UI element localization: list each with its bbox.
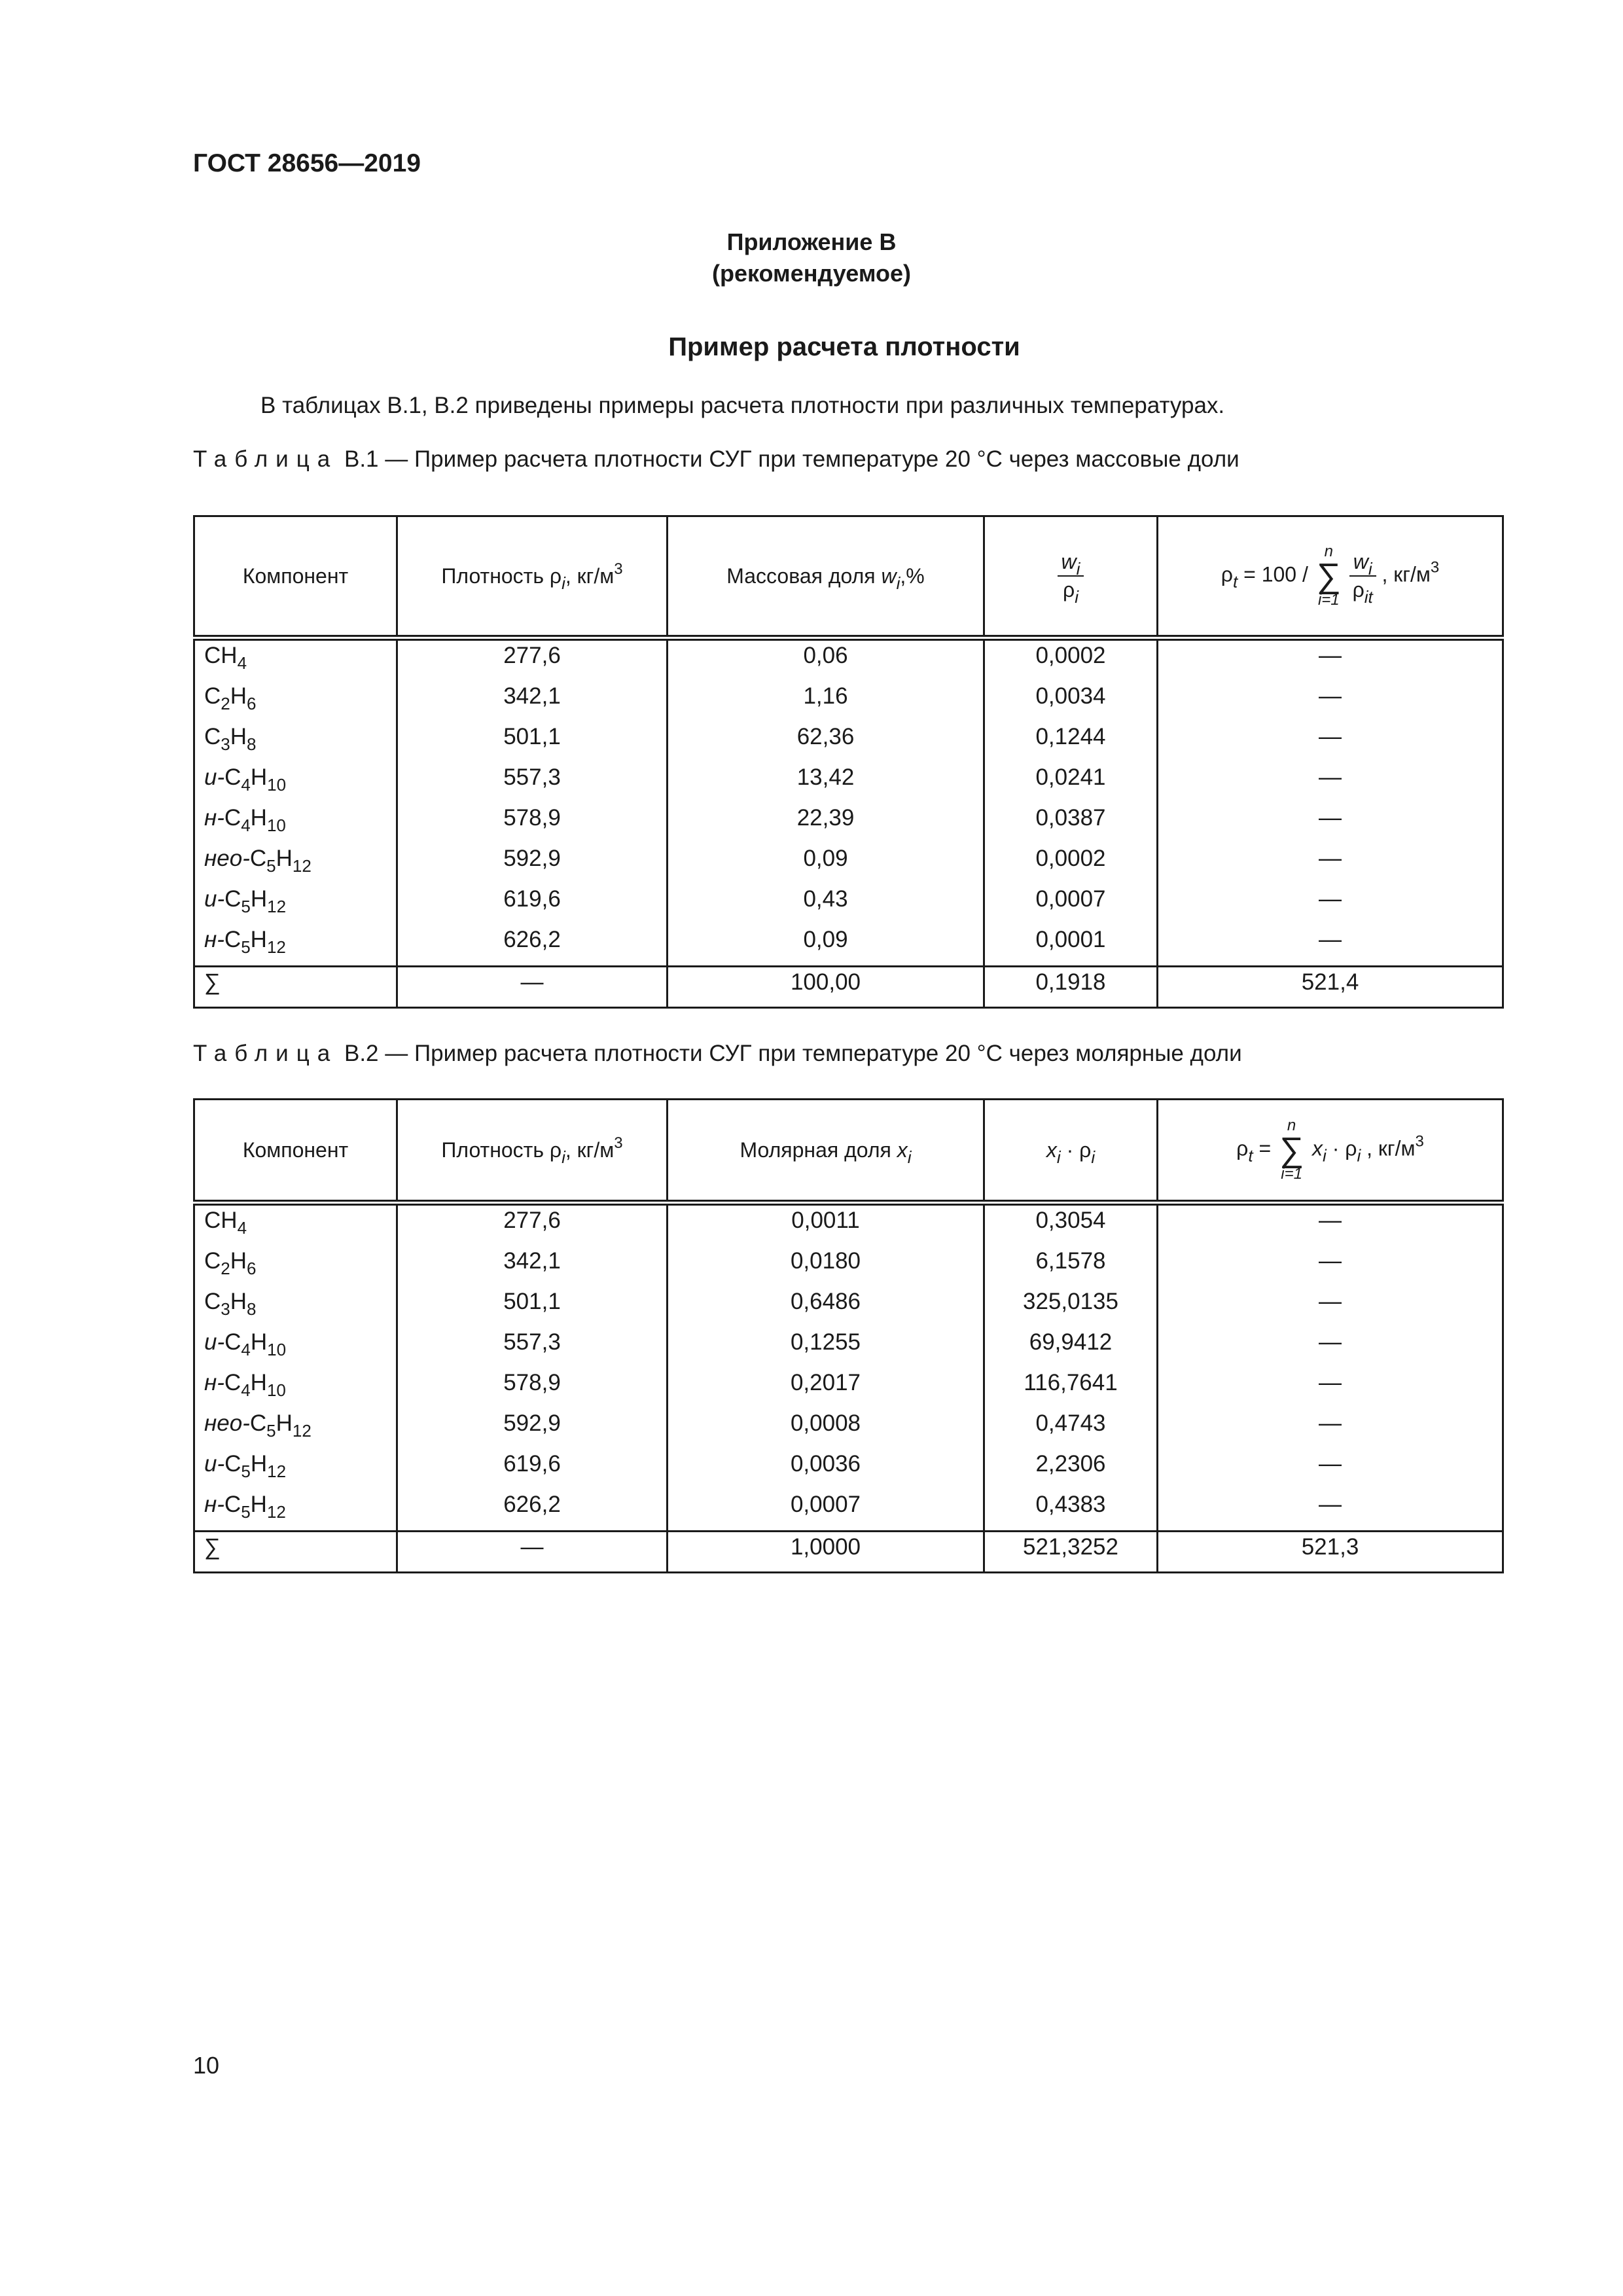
element-symbol: C [204,1289,221,1314]
element-symbol: H [250,886,268,912]
element-symbol: H [250,1329,268,1355]
table1-caption-text: В.1 — Пример расчета плотности СУГ при температуре 20 °С через массовые доли [344,446,1240,472]
element-symbol: C [224,886,241,912]
element-symbol: H [221,643,238,668]
element-symbol: H [250,927,267,952]
value-cell: 557,3 [397,762,668,803]
value-cell: 22,39 [668,803,984,844]
atom-count: 5 [241,897,251,916]
component-cell [194,1449,397,1490]
atom-count: 8 [247,1299,257,1319]
value-cell: — [1158,1449,1503,1490]
value-cell: 0,6486 [668,1287,984,1327]
element-symbol: C [204,1208,221,1233]
component-cell [194,803,397,844]
total-label: ∑ [194,967,397,1008]
atom-count: 10 [266,816,286,835]
component-cell [194,1327,397,1368]
isomer-prefix: и- [204,886,225,912]
element-symbol: H [230,683,247,709]
isomer-prefix: н- [204,927,224,952]
value-cell: 619,6 [397,884,668,925]
component-cell [194,638,397,682]
value-cell: 0,0007 [668,1490,984,1532]
formula-fraction: $\frac{w_i}{\rho_{it}}$ [1349,550,1376,602]
value-cell: 0,2017 [668,1368,984,1408]
element-symbol: C [224,1370,241,1395]
element-symbol: H [276,846,293,871]
table-row [194,762,1503,803]
component-cell [194,722,397,762]
element-symbol: H [230,1289,247,1314]
table1-body [194,638,1503,1008]
table1-header-ratio [984,516,1158,638]
summation-sign: n ∑ i=1 [1279,1117,1304,1183]
value-cell: 0,0036 [668,1449,984,1490]
table1-caption-word: Таблица [193,446,338,472]
element-symbol: H [221,1208,238,1233]
value-cell: 0,0007 [984,884,1158,925]
value-cell: 592,9 [397,844,668,884]
document-code: ГОСТ 28656—2019 [193,149,421,177]
element-symbol: C [204,643,221,668]
isomer-prefix: н- [204,1370,224,1395]
table-row [194,722,1503,762]
value-cell: 0,4743 [984,1408,1158,1449]
value-cell: — [1158,1490,1503,1532]
table2-caption [193,1041,1242,1067]
table2-caption-text: В.2 — Пример расчета плотности СУГ при температуре 20 °С через молярные доли [344,1041,1242,1066]
value-cell: — [1158,638,1503,682]
value-cell: 0,0241 [984,762,1158,803]
isomer-prefix: нео- [204,846,250,871]
table2-header-row [194,1100,1503,1203]
table-row [194,844,1503,884]
total-row [194,1532,1503,1573]
element-symbol: C [224,805,241,831]
element-symbol: H [250,805,267,831]
atom-count: 4 [241,775,251,795]
table1-caption [193,446,1240,473]
value-cell: 578,9 [397,803,668,844]
component-cell [194,1203,397,1247]
element-symbol: H [250,1451,268,1477]
table1-header-mass-fraction: Массовая доля $w_i,\%$ [668,516,984,638]
atom-count: 5 [241,937,251,957]
intro-paragraph: В таблицах В.1, В.2 приведены примеры расчета плотности при различных температурах. [260,393,1225,418]
value-cell: — [1158,1287,1503,1327]
total-value: 521,3252 [984,1532,1158,1573]
value-cell: 2,2306 [984,1449,1158,1490]
value-cell: — [1158,1408,1503,1449]
value-cell: — [1158,1203,1503,1247]
value-cell: 0,0180 [668,1246,984,1287]
element-symbol: H [230,724,247,749]
total-value: 521,4 [1158,967,1503,1008]
element-symbol: C [204,724,221,749]
table-row [194,884,1503,925]
value-cell: 0,1255 [668,1327,984,1368]
table1-header-density: Плотность $\rho_i$, $кг/м^3$ [397,516,668,638]
component-cell [194,1368,397,1408]
value-cell: 0,1244 [984,722,1158,762]
table-row [194,1449,1503,1490]
value-cell: 342,1 [397,681,668,722]
value-cell: — [1158,925,1503,967]
table-row [194,803,1503,844]
value-cell: 0,09 [668,925,984,967]
table1 [193,515,1504,1009]
element-symbol: C [224,1492,241,1517]
value-cell: 501,1 [397,1287,668,1327]
appendix-status: (рекомендуемое) [712,260,911,287]
value-cell: 1,16 [668,681,984,722]
atom-count: 5 [266,1421,276,1441]
value-cell: 0,0002 [984,638,1158,682]
value-cell: — [1158,803,1503,844]
atom-count: 12 [292,1421,312,1441]
value-cell: — [1158,1368,1503,1408]
table-row [194,1408,1503,1449]
value-cell: 342,1 [397,1246,668,1287]
component-cell [194,884,397,925]
atom-count: 10 [267,1340,287,1359]
component-cell [194,1408,397,1449]
value-cell: 0,0011 [668,1203,984,1247]
atom-count: 4 [241,1340,251,1359]
table1-header-formula: $\rho_t = 100$ / n ∑ i=1 $\frac{w_i}{\rho_{it}}$ , $кг/м^3$ [1158,516,1503,638]
atom-count: 10 [267,775,287,795]
atom-count: 10 [266,1380,286,1400]
isomer-prefix: нео- [204,1410,250,1436]
total-value: — [397,1532,668,1573]
atom-count: 6 [247,694,257,713]
table-row [194,638,1503,682]
value-cell: 116,7641 [984,1368,1158,1408]
total-label: ∑ [194,1532,397,1573]
atom-count: 12 [267,1462,287,1481]
component-cell [194,925,397,967]
value-cell: 619,6 [397,1449,668,1490]
value-cell: 578,9 [397,1368,668,1408]
component-cell [194,1287,397,1327]
value-cell: 592,9 [397,1408,668,1449]
value-cell: 0,0387 [984,803,1158,844]
total-value: 521,3 [1158,1532,1503,1573]
total-value: 1,0000 [668,1532,984,1573]
isomer-prefix: и- [204,764,225,790]
value-cell: 626,2 [397,1490,668,1532]
total-value: 100,00 [668,967,984,1008]
value-cell: 325,0135 [984,1287,1158,1327]
summation-sign: n ∑ i=1 [1316,543,1341,609]
value-cell: 0,06 [668,638,984,682]
table-row [194,1327,1503,1368]
appendix-heading [0,226,1623,289]
value-cell: 6,1578 [984,1246,1158,1287]
value-cell: 0,4383 [984,1490,1158,1532]
total-row [194,967,1503,1008]
component-cell [194,1246,397,1287]
element-symbol: C [224,1451,241,1477]
table2-header-density: Плотность $\rho_i$, $кг/м^3$ [397,1100,668,1203]
value-cell: 501,1 [397,722,668,762]
value-cell: 13,42 [668,762,984,803]
atom-count: 4 [241,816,251,835]
table-row [194,1203,1503,1247]
value-cell: 0,3054 [984,1203,1158,1247]
element-symbol: H [250,1492,267,1517]
value-cell: 62,36 [668,722,984,762]
value-cell: — [1158,1327,1503,1368]
table2-header-molar-fraction: Молярная доля $x_i$ [668,1100,984,1203]
table1-header-component: Компонент [194,516,397,638]
value-cell: 277,6 [397,638,668,682]
isomer-prefix: н- [204,805,224,831]
page-number: 10 [193,2052,220,2079]
table-row [194,1368,1503,1408]
ratio-fraction: $\frac{w_i}{\rho_i}$ [1058,550,1084,602]
element-symbol: C [224,764,241,790]
isomer-prefix: н- [204,1492,224,1517]
element-symbol: H [276,1410,293,1436]
element-symbol: C [249,846,267,871]
atom-count: 12 [267,897,287,916]
element-symbol: H [250,764,268,790]
atom-count: 4 [237,653,247,673]
table-row [194,1246,1503,1287]
element-symbol: C [224,927,241,952]
table-row [194,1490,1503,1532]
value-cell: — [1158,844,1503,884]
value-cell: 0,09 [668,844,984,884]
component-cell [194,1490,397,1532]
element-symbol: C [224,1329,241,1355]
atom-count: 2 [221,694,230,713]
value-cell: — [1158,681,1503,722]
atom-count: 2 [221,1259,230,1278]
value-cell: — [1158,762,1503,803]
atom-count: 3 [221,1299,230,1319]
value-cell: 0,0001 [984,925,1158,967]
element-symbol: H [230,1248,247,1274]
element-symbol: H [250,1370,267,1395]
atom-count: 5 [241,1462,251,1481]
atom-count: 4 [241,1380,251,1400]
table-row [194,1287,1503,1327]
atom-count: 12 [266,937,286,957]
value-cell: 277,6 [397,1203,668,1247]
atom-count: 5 [266,856,276,876]
value-cell: 626,2 [397,925,668,967]
atom-count: 12 [292,856,312,876]
value-cell: 557,3 [397,1327,668,1368]
component-cell [194,681,397,722]
table2-header-component: Компонент [194,1100,397,1203]
atom-count: 8 [247,734,257,754]
table-row [194,681,1503,722]
total-value: 0,1918 [984,967,1158,1008]
element-symbol: C [249,1410,267,1436]
value-cell: — [1158,722,1503,762]
atom-count: 3 [221,734,230,754]
atom-count: 4 [237,1218,247,1238]
table1-header-row [194,516,1503,638]
component-cell [194,762,397,803]
value-cell: 0,0008 [668,1408,984,1449]
total-value: — [397,967,668,1008]
value-cell: 0,0002 [984,844,1158,884]
atom-count: 6 [247,1259,257,1278]
component-cell [194,844,397,884]
value-cell: 69,9412 [984,1327,1158,1368]
value-cell: — [1158,884,1503,925]
element-symbol: C [204,683,221,709]
table2 [193,1098,1504,1573]
table2-caption-word: Таблица [193,1041,338,1066]
isomer-prefix: и- [204,1451,225,1477]
atom-count: 5 [241,1502,251,1522]
isomer-prefix: и- [204,1329,225,1355]
element-symbol: C [204,1248,221,1274]
table-row [194,925,1503,967]
value-cell: 0,43 [668,884,984,925]
section-title: Пример расчета плотности [668,332,1020,361]
table2-header-product: $x_i \cdot \rho_i$ [984,1100,1158,1203]
table2-header-formula: $\rho_t$ = n ∑ i=1 $x_i \cdot \rho_i$ , $кг/м^3$ [1158,1100,1503,1203]
appendix-title: Приложение В [726,228,897,255]
table2-body [194,1203,1503,1573]
value-cell: 0,0034 [984,681,1158,722]
value-cell: — [1158,1246,1503,1287]
atom-count: 12 [266,1502,286,1522]
